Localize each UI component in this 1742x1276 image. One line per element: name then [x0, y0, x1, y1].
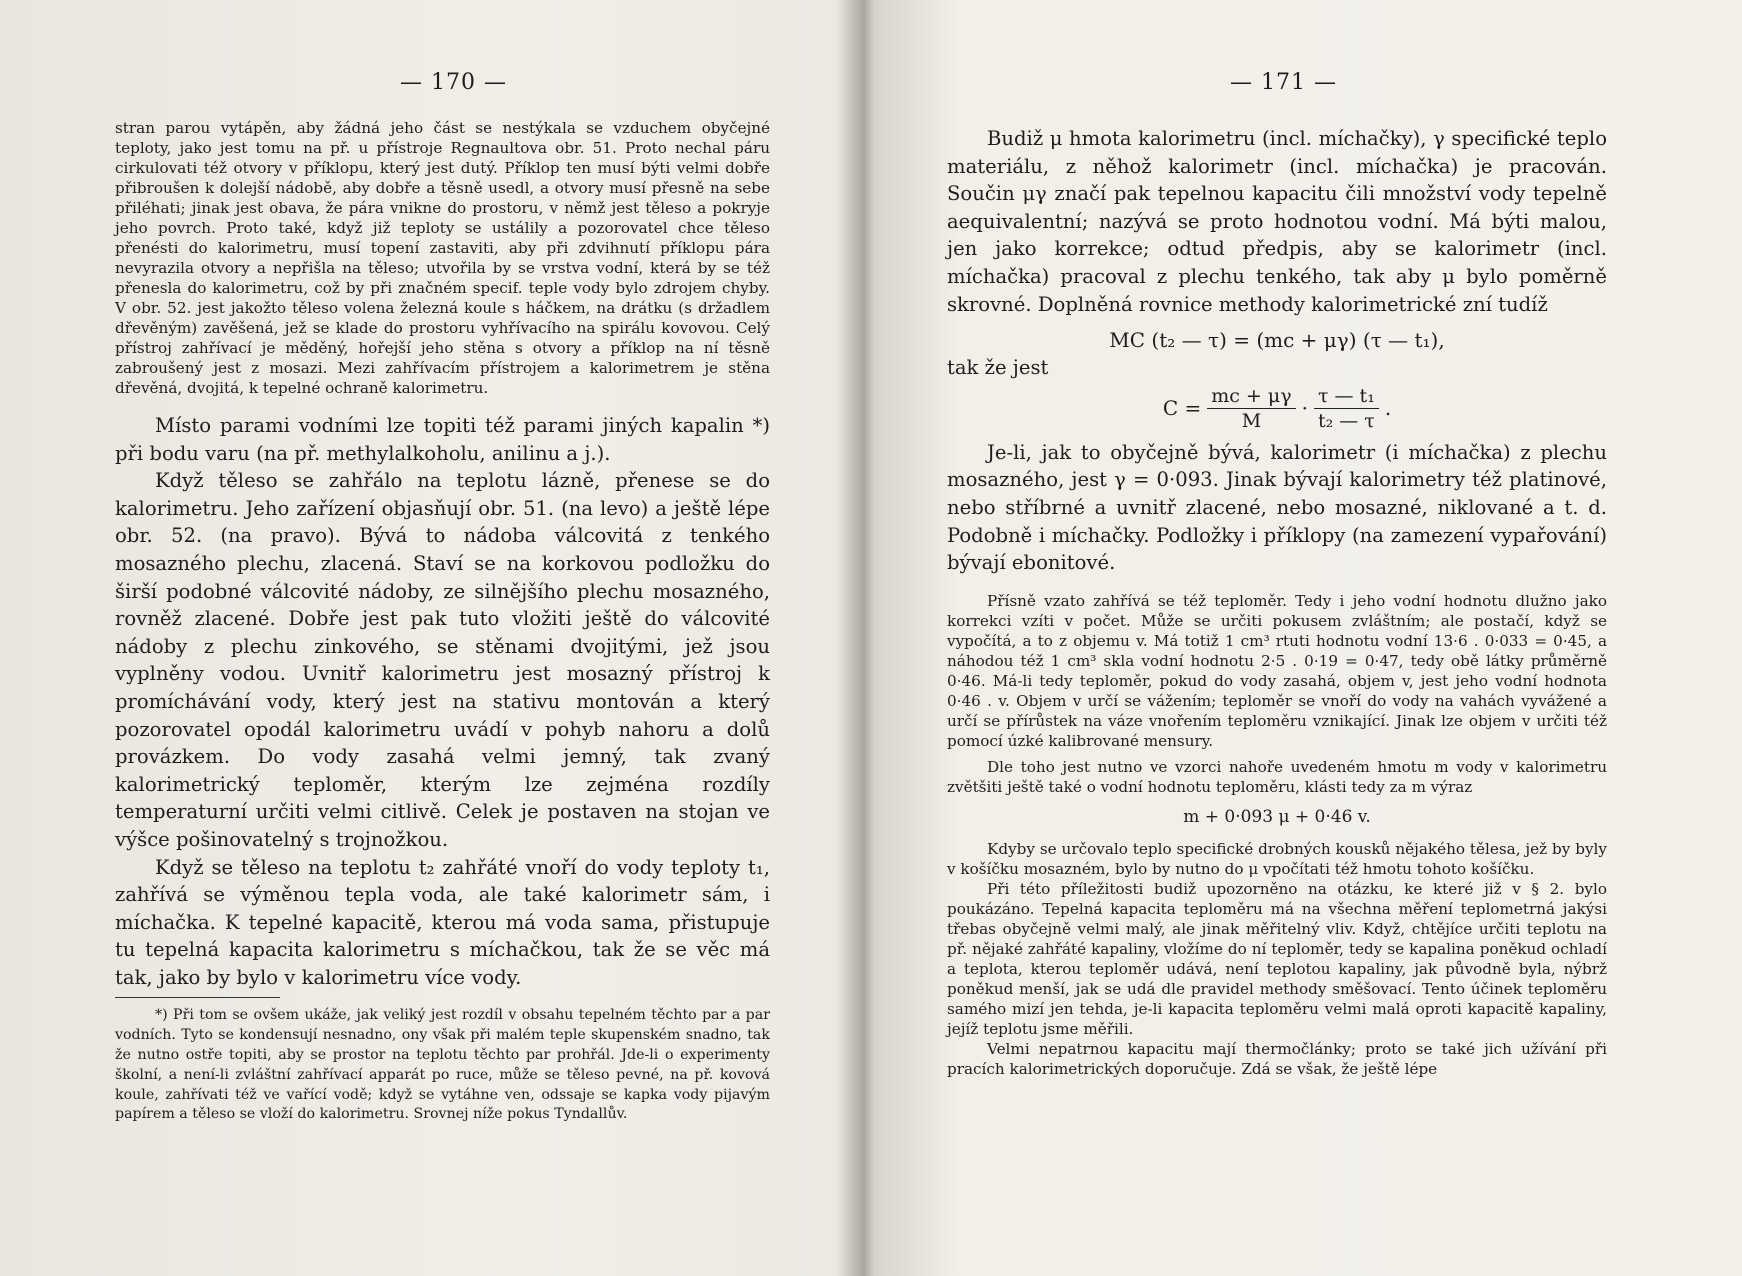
- footnote-rule: [115, 997, 280, 998]
- right-page-text: [947, 125, 1607, 1079]
- left-page-text: [115, 118, 770, 1125]
- left-page: [0, 0, 860, 1276]
- eq2-end: .: [1384, 396, 1392, 421]
- eq2-dot: ·: [1301, 396, 1308, 421]
- eq2-denominator-2: t₂ — τ: [1317, 409, 1375, 432]
- right-paragraph-1: Budiž μ hmota kalorimetru (incl. míchačky), γ specifické teplo materiálu, z něhož kalorimetr (incl. míchačka) je pracován. Součin μγ značí pak tepelnou kapacitu čili množství vody tepelně aequivalentní; nazývá se proto hodnotou vodní. Má býti malou, jen jako korrekce; odtud předpis, aby se kalorimetr (incl. míchačka) pracoval z plechu tenkého, tak aby μ bylo poměrně skrovné. Doplněná rovnice methody kalorimetrické zní tudíž: [947, 127, 1607, 316]
- equation-1: MC (t₂ — τ) = (mc + μγ) (τ — t₁),: [1109, 328, 1445, 353]
- eq2-denominator-1: M: [1241, 409, 1262, 432]
- page-number-171: — 171 —: [1230, 70, 1337, 95]
- right-paragraph-4: Dle toho jest nutno ve vzorci nahoře uvedeném hmotu m vody v kalorimetru zvětšiti ještě také o vodní hodnotu teploměru, klásti tedy za m výraz: [947, 757, 1607, 796]
- left-paragraph-4: Když se těleso na teplotu t₂ zahřáté vnoří do vody teploty t₁, zahřívá se výměnou tepla voda, ale také kalorimetr sám, i míchačka. K tepelné kapacitě, kterou má voda sama, přistupuje tu tepelná kapacita kalorimetru s míchačkou, tak že se věc má tak, jako by bylo v kalorimetru více vody.: [115, 855, 770, 989]
- eq2-numerator-2: τ — t₁: [1314, 384, 1379, 409]
- right-paragraph-3: Přísně vzato zahřívá se též teploměr. Tedy i jeho vodní hodnotu dlužno jako korrekci vzíti v počet. Může se určiti pokusem zvláštním; ale postačí, když se vypočítá, a to z objemu v. Má totiž 1 cm³ rtuti hodnotu vodní 13·6 . 0·033 = 0·45, a náhodou též 1 cm³ skla vodní hodnotu 2·5 . 0·19 = 0·47, tedy obě látky průměrně 0·46. Má-li tedy teploměr, pokud do vody zasahá, objem v, jest jeho vodní hodnota 0·46 . v. Objem v určí se vážením; teploměr se vnoří do vody na vahách vyvážené a určí se přírůstek na váze vnořením teploměru vznikající. Jinak lze objem v určiti též pomocí úzké kalibrované mensury.: [947, 591, 1607, 750]
- equation-3: m + 0·093 μ + 0·46 v.: [1183, 806, 1371, 827]
- tak-ze-jest: tak že jest: [947, 356, 1049, 380]
- equation-2: [947, 384, 1607, 433]
- equation-2-row: [947, 354, 1607, 382]
- right-paragraph-6: Při této příležitosti budiž upozorněno na otázku, ke které již v § 2. bylo poukázáno. Tepelná kapacita teploměru má na všechna měření teplometrná jakýsi třebas obyčejně velmi malý, ale jinak měřitelný vliv. Když, chtějíce určiti teplotu na př. nějaké zahřáté kapaliny, vložíme do ní teploměr, tedy se kapalina poněkud ochladí a teplota, kterou teploměr udává, není teplotou kapaliny, jak původně byla, nýbrž poněkud menší, jak se udá dle pravidel methody směšovací. Tento účinek teploměru samého mizí jen tehda, je-li kapacita teploměru velmi malá oproti kapacitě kapaliny, jejíž teplotu jsme měřili.: [947, 879, 1607, 1038]
- right-paragraph-7: Velmi nepatrnou kapacitu mají thermočlánky; proto se také jich užívání při pracích kalorimetrických doporučuje. Zdá se však, že ještě lépe: [947, 1039, 1607, 1078]
- right-paragraph-5: Kdyby se určovalo teplo specifické drobných kousků nějakého tělesa, jež by byly v košíčku mosazném, bylo by nutno do μ vpočítati též hmotu tohoto košíčku.: [947, 839, 1607, 878]
- right-paragraph-2: Je-li, jak to obyčejně bývá, kalorimetr (i míchačka) z plechu mosazného, jest γ = 0·093. Jinak bývají kalorimetry též platinové, nebo stříbrné a uvnitř zlacené, nebo mosazné, niklované a t. d. Podobně i míchačky. Podložky i příklopy (na zamezení vypařování) bývají ebonitové.: [947, 440, 1607, 575]
- left-paragraph-1: stran parou vytápěn, aby žádná jeho část se nestýkala se vzduchem obyčejné teploty, jako jest tomu na př. u přístroje Regnaultova obr. 51. Proto nechal páru cirkulovati též otvory v příklopu, který jest dutý. Příklop ten musí býti velmi dobře přibroušen k dolejší nádobě, aby dobře a těsně usedl, a otvory musí přesně na sebe přiléhati; jinak jest obava, že pára vnikne do prostoru, v němž jest těleso a pokryje jeho povrch. Proto také, když již teploty se ustálily a pozorovatel chce těleso přenésti do kalorimetru, musí topení zastaviti, aby při zdvihnutí příklopu pára nevyrazila otvory a nepřišla na těleso; utvořila by se vrstva vodní, která by se též přenesla do kalorimetru, což by při značném specif. teple vody bylo zdrojem chyby. V obr. 52. jest jakožto těleso volena železná koule s háčkem, na drátku (s držadlem dřevěným) zavěšená, jež se klade do prostoru vyhřívacího na spirálu kovovou. Celý přístroj zahřívací je měděný, hořejší jeho stěna s otvory a příklop na ní těsně zabroušený jest z mosazi. Mezi zahřívacím přístrojem a kalorimetrem je stěna dřevěná, dvojitá, k tepelné ochraně kalorimetru.: [115, 119, 770, 397]
- footnote: *) Při tom se ovšem ukáže, jak veliký jest rozdíl v obsahu tepelném těchto par a par vodních. Tyto se kondensují nesnadno, ony však při malém teple skupenském snadno, tak že nutno ostře topiti, aby se prostor na teplotu těchto par prohřál. Jde-li o experimenty školní, a není-li zvláštní zahřívací apparát po ruce, může se těleso pevné, na př. kovová koule, zahřívati též ve vařící vodě; když se vytáhne ven, odssaje se kapka vody pijavým papírem a těleso se vloží do kalorimetru. Srovnej níže pokus Tyndallův.: [115, 1007, 770, 1123]
- eq2-fraction-1: [1207, 384, 1295, 433]
- left-paragraph-2: Místo parami vodními lze topiti též parami jiných kapalin *) při bodu varu (na př. methylalkoholu, anilinu a j.).: [115, 414, 770, 465]
- eq2-numerator-1: mc + μγ: [1207, 384, 1295, 409]
- page-number-170: — 170 —: [400, 70, 507, 95]
- left-paragraph-3: Když těleso se zahřálo na teplotu lázně, přenese se do kalorimetru. Jeho zařízení objasňují obr. 51. (na levo) a ještě lépe obr. 52. (na pravo). Bývá to nádoba válcovitá z tenkého mosazného plechu, zlacená. Staví se na korkovou podložku do širší podobné válcovité nádoby, ze silnějšího plechu mosazného, rovněž zlacené. Dobře jest pak tuto vložiti ještě do válcovité nádoby z plechu zinkového, se stěnami dvojitými, jež jsou vyplněny vodou. Uvnitř kalorimetru jest mosazný přístroj k promíchávání vody, který jest na stativu montován a který pozorovatel opodál kalorimetru uvádí v pohyb nahoru a dolů provázkem. Do vody zasahá velmi jemný, tak zvaný kalorimetrický teploměr, kterým lze zejména rozdíly temperaturní určiti velmi citlivě. Celek je postaven na stojan ve výšce pošinovatelný s trojnožkou.: [115, 469, 770, 851]
- eq2-fraction-2: [1314, 384, 1379, 433]
- right-page: [875, 0, 1742, 1276]
- eq2-lhs: C =: [1162, 396, 1202, 421]
